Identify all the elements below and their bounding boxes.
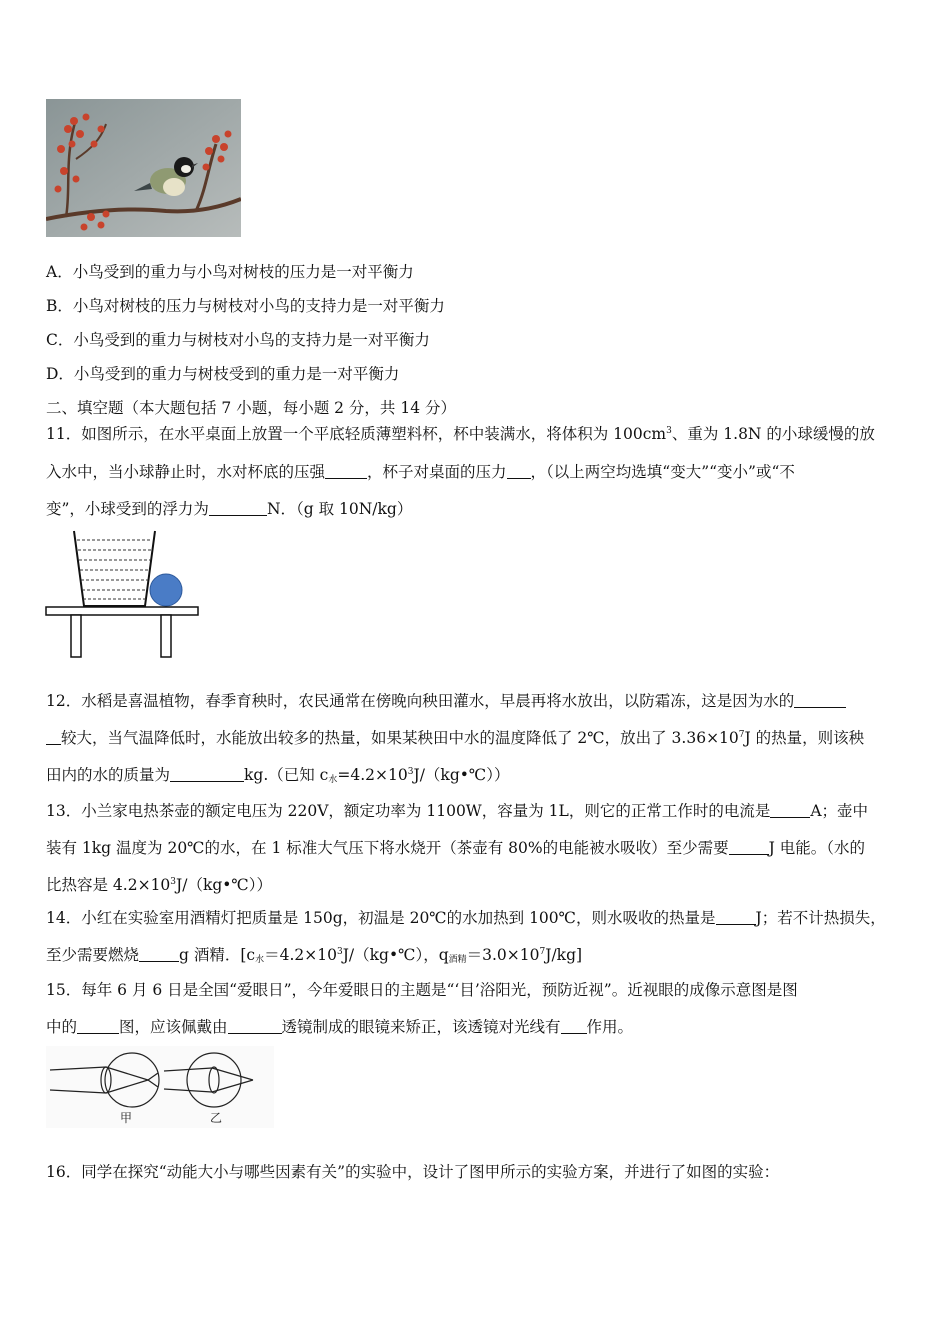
q13-line-1: 13．小兰家电热茶壶的额定电压为 220V，额定功率为 1100W，容量为 1L，则它的正常工作时的电流是 A；壶中 bbox=[46, 802, 869, 820]
q11-line-2: 入水中，当小球静止时，水对杯底的压强 ，杯子对桌面的压力 ，（以上两空均选填“变大”“变小”或“不 bbox=[46, 463, 795, 481]
q13-line-3: 比热容是 $4.2\times 10^3J/(kg•℃)$） bbox=[46, 876, 273, 894]
answer-blank[interactable] bbox=[507, 464, 531, 479]
q11-line-1: 11．如图所示，在水平桌面上放置一个平底轻质薄塑料杯，杯中装满水，将体积为 $100cm^3$、重为 1.8N 的小球缓慢的放 bbox=[46, 425, 875, 443]
figure-label-left: 甲 bbox=[120, 1111, 133, 1125]
eye-diagrams-figure bbox=[46, 1046, 274, 1128]
answer-blank[interactable] bbox=[729, 840, 769, 855]
q15-line-2: 中的 图，应该佩戴由 透镜制成的眼镜来矫正，该透镜对光线有 作用。 bbox=[46, 1018, 634, 1036]
answer-blank[interactable] bbox=[561, 1019, 587, 1034]
cup-and-ball-figure bbox=[44, 528, 202, 660]
answer-blank[interactable] bbox=[139, 947, 179, 962]
section-heading: 二、填空题（本大题包括 7 小题，每小题 2 分，共 14 分） bbox=[46, 399, 457, 417]
answer-blank[interactable] bbox=[716, 910, 756, 925]
q11-line-3: 变”，小球受到的浮力为 N．（g 取 10N/kg） bbox=[46, 500, 413, 518]
q16-line-1: 16．同学在探究“动能大小与哪些因素有关”的实验中，设计了图甲所示的实验方案，并进行了如图的实验： bbox=[46, 1163, 780, 1181]
q15-line-1: 15．每年 6 月 6 日是全国“爱眼日”，今年爱眼日的主题是“‘目’浴阳光，预防近视”。近视眼的成像示意图是图 bbox=[46, 981, 798, 999]
q12-line-3: 田内的水的质量为 kg.（已知 $c_水=4.2\times 10^3J/(kg•℃)$） bbox=[46, 766, 510, 785]
bird-on-branch-photo bbox=[46, 99, 241, 237]
answer-blank[interactable] bbox=[325, 464, 367, 479]
q12-line-1: 12．水稻是喜温植物，春季育秧时，农民通常在傍晚向秧田灌水，早晨再将水放出，以防霜冻，这是因为水的 bbox=[46, 691, 846, 711]
answer-blank[interactable] bbox=[77, 1019, 119, 1034]
q14-line-2: 至少需要燃烧 g 酒精．[$c_水=4.2\times 10^3J/(kg•℃)$，$q_{酒精}=3.0\times 10^7J/kg$] bbox=[46, 946, 583, 965]
answer-blank[interactable] bbox=[46, 730, 61, 745]
option-a: A．小鸟受到的重力与小鸟对树枝的压力是一对平衡力 bbox=[46, 263, 414, 281]
q14-line-1: 14．小红在实验室用酒精灯把质量是 150g，初温是 20℃的水加热到 100℃，则水吸收的热量是 J；若不计热损失， bbox=[46, 909, 886, 927]
q13-line-2: 装有 1kg 温度为 20℃的水，在 1 标准大气压下将水烧开（茶壶有 80%的电能被水吸收）至少需要 J 电能。（水的 bbox=[46, 839, 866, 857]
option-c: C．小鸟受到的重力与树枝对小鸟的支持力是一对平衡力 bbox=[46, 331, 430, 349]
answer-blank[interactable] bbox=[228, 1019, 282, 1034]
q12-line-2: 较大，当气温降低时，水能放出较多的热量，如果某秧田中水的温度降低了 2℃，放出了 $3.36\times 10^7J$ 的热量，则该秧 bbox=[46, 728, 864, 748]
answer-blank[interactable] bbox=[170, 767, 244, 782]
answer-blank[interactable] bbox=[794, 693, 846, 708]
answer-blank[interactable] bbox=[770, 803, 810, 818]
option-b: B．小鸟对树枝的压力与树枝对小鸟的支持力是一对平衡力 bbox=[46, 297, 445, 315]
answer-blank[interactable] bbox=[209, 501, 267, 516]
figure-label-right: 乙 bbox=[210, 1111, 223, 1125]
option-d: D．小鸟受到的重力与树枝受到的重力是一对平衡力 bbox=[46, 365, 400, 383]
